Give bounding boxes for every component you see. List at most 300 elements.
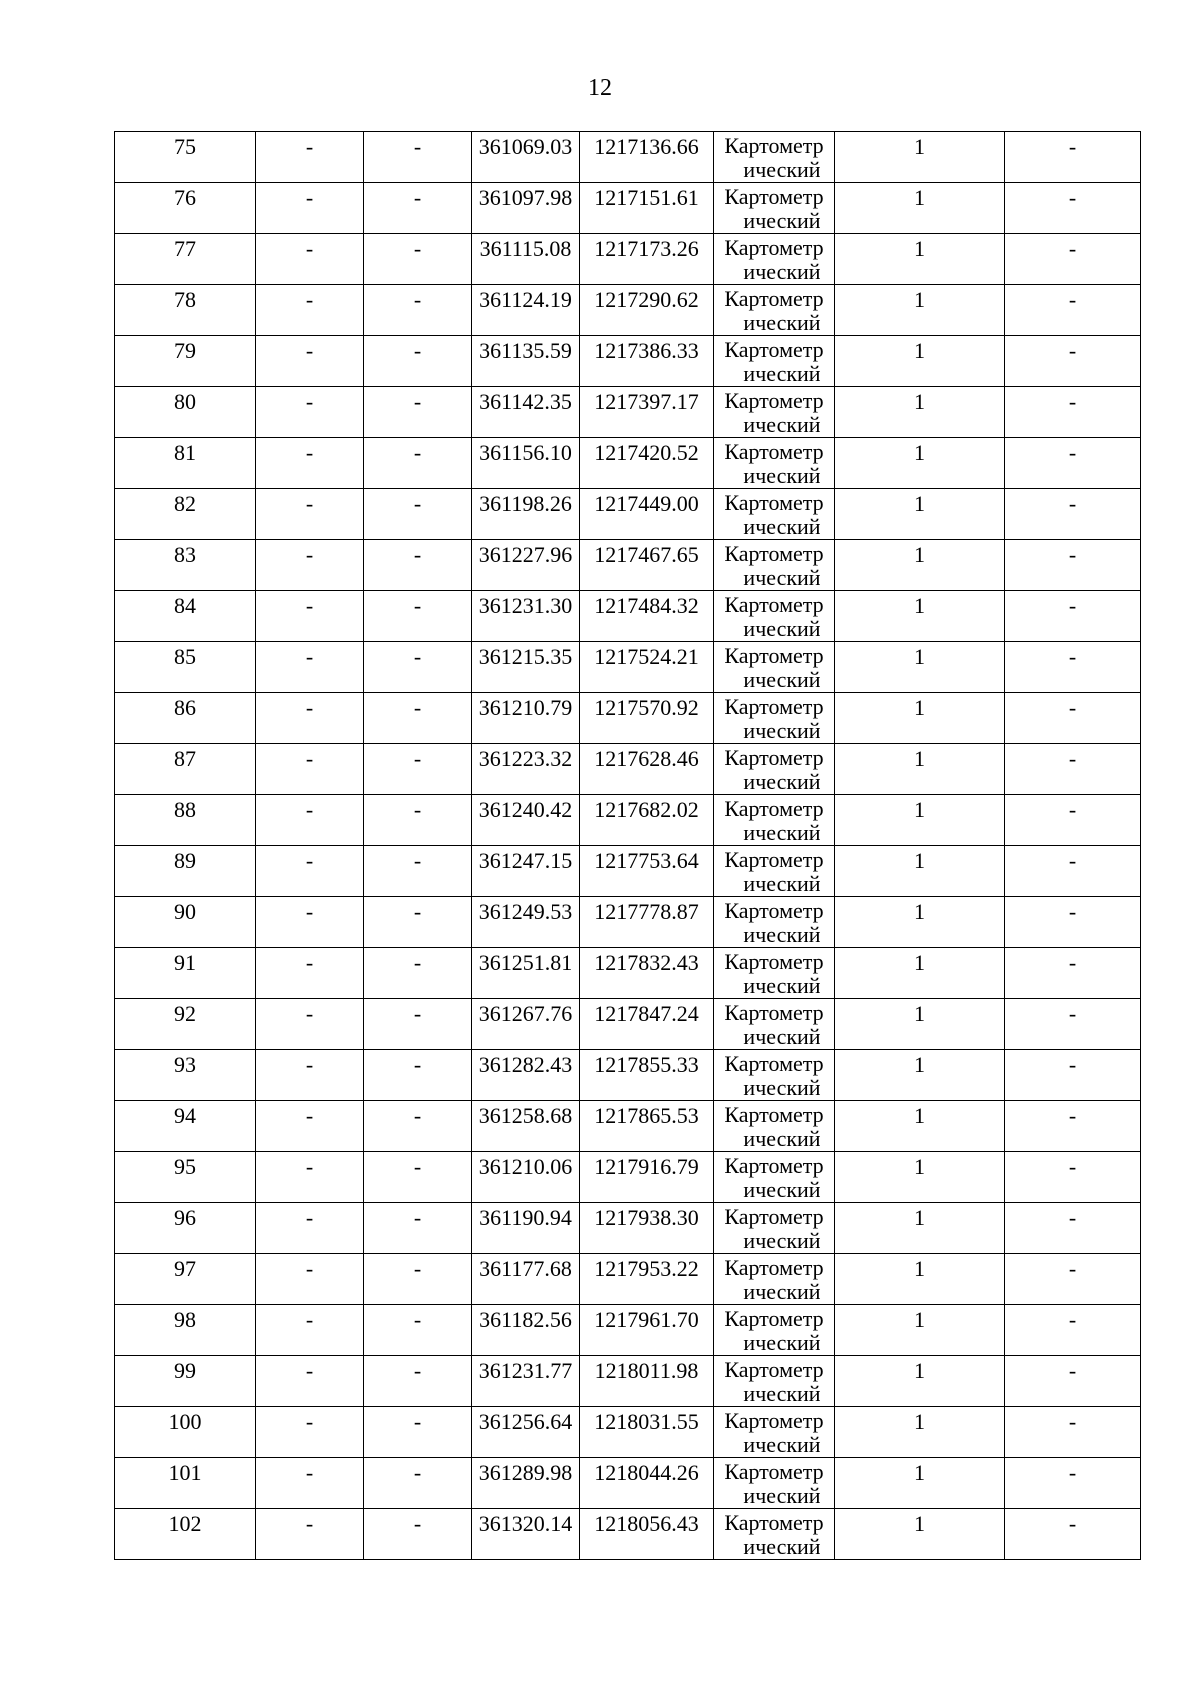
method-cell (714, 1101, 835, 1152)
accuracy-cell: 1 (835, 1152, 1005, 1203)
method-cell (714, 591, 835, 642)
point-number-cell: 84 (115, 591, 256, 642)
x-coordinate-cell: 361249.53 (472, 897, 580, 948)
method-text-line2: ический (743, 1534, 821, 1559)
table-row (115, 846, 1141, 897)
y-coordinate-cell: 1218044.26 (580, 1458, 714, 1509)
method-cell (714, 1305, 835, 1356)
method-text-line2: ический (743, 310, 821, 335)
dash-cell: - (364, 999, 472, 1050)
y-coordinate-cell: 1217628.46 (580, 744, 714, 795)
table-row (115, 1203, 1141, 1254)
point-number-cell: 100 (115, 1407, 256, 1458)
method-cell (714, 1356, 835, 1407)
x-coordinate-cell: 361115.08 (472, 234, 580, 285)
accuracy-cell: 1 (835, 693, 1005, 744)
note-cell: - (1005, 693, 1141, 744)
method-text-line1: Картометр (724, 1306, 824, 1331)
point-number-cell: 93 (115, 1050, 256, 1101)
dash-cell: - (364, 387, 472, 438)
dash-cell: - (364, 1203, 472, 1254)
dash-cell: - (364, 1458, 472, 1509)
dash-cell: - (256, 1356, 364, 1407)
dash-cell: - (364, 1356, 472, 1407)
note-cell: - (1005, 234, 1141, 285)
point-number-cell: 87 (115, 744, 256, 795)
table-row (115, 1254, 1141, 1305)
method-text-line2: ический (743, 616, 821, 641)
point-number-cell: 98 (115, 1305, 256, 1356)
dash-cell: - (364, 744, 472, 795)
method-text-line1: Картометр (724, 388, 824, 413)
x-coordinate-cell: 361231.77 (472, 1356, 580, 1407)
note-cell: - (1005, 1356, 1141, 1407)
dash-cell: - (256, 183, 364, 234)
x-coordinate-cell: 361210.06 (472, 1152, 580, 1203)
y-coordinate-cell: 1218011.98 (580, 1356, 714, 1407)
point-number-cell: 85 (115, 642, 256, 693)
table-row (115, 1407, 1141, 1458)
table-row (115, 744, 1141, 795)
point-number-cell: 86 (115, 693, 256, 744)
x-coordinate-cell: 361289.98 (472, 1458, 580, 1509)
x-coordinate-cell: 361135.59 (472, 336, 580, 387)
x-coordinate-cell: 361282.43 (472, 1050, 580, 1101)
dash-cell: - (256, 1458, 364, 1509)
y-coordinate-cell: 1217865.53 (580, 1101, 714, 1152)
point-number-cell: 78 (115, 285, 256, 336)
method-text-line1: Картометр (724, 133, 824, 158)
method-cell (714, 1254, 835, 1305)
dash-cell: - (364, 489, 472, 540)
y-coordinate-cell: 1217173.26 (580, 234, 714, 285)
method-cell (714, 132, 835, 183)
y-coordinate-cell: 1217151.61 (580, 183, 714, 234)
y-coordinate-cell: 1217420.52 (580, 438, 714, 489)
dash-cell: - (364, 285, 472, 336)
point-number-cell: 96 (115, 1203, 256, 1254)
method-text-line2: ический (743, 1432, 821, 1457)
method-text-line2: ический (743, 1024, 821, 1049)
point-number-cell: 79 (115, 336, 256, 387)
table-row (115, 1101, 1141, 1152)
point-number-cell: 102 (115, 1509, 256, 1560)
method-text-line2: ический (743, 565, 821, 590)
table-row (115, 183, 1141, 234)
dash-cell: - (364, 948, 472, 999)
y-coordinate-cell: 1217524.21 (580, 642, 714, 693)
note-cell: - (1005, 642, 1141, 693)
y-coordinate-cell: 1218056.43 (580, 1509, 714, 1560)
dash-cell: - (364, 795, 472, 846)
x-coordinate-cell: 361142.35 (472, 387, 580, 438)
dash-cell: - (256, 999, 364, 1050)
dash-cell: - (364, 132, 472, 183)
method-cell (714, 285, 835, 336)
accuracy-cell: 1 (835, 1101, 1005, 1152)
method-text-line1: Картометр (724, 949, 824, 974)
point-number-cell: 77 (115, 234, 256, 285)
method-cell (714, 795, 835, 846)
note-cell: - (1005, 540, 1141, 591)
accuracy-cell: 1 (835, 489, 1005, 540)
dash-cell: - (256, 387, 364, 438)
accuracy-cell: 1 (835, 336, 1005, 387)
y-coordinate-cell: 1217916.79 (580, 1152, 714, 1203)
point-number-cell: 82 (115, 489, 256, 540)
y-coordinate-cell: 1217484.32 (580, 591, 714, 642)
y-coordinate-cell: 1217386.33 (580, 336, 714, 387)
dash-cell: - (256, 336, 364, 387)
method-text-line1: Картометр (724, 490, 824, 515)
accuracy-cell: 1 (835, 285, 1005, 336)
accuracy-cell: 1 (835, 999, 1005, 1050)
dash-cell: - (256, 693, 364, 744)
x-coordinate-cell: 361097.98 (472, 183, 580, 234)
method-text-line2: ический (743, 667, 821, 692)
dash-cell: - (364, 1509, 472, 1560)
x-coordinate-cell: 361177.68 (472, 1254, 580, 1305)
table-row (115, 234, 1141, 285)
dash-cell: - (256, 438, 364, 489)
dash-cell: - (256, 132, 364, 183)
method-cell (714, 183, 835, 234)
point-number-cell: 89 (115, 846, 256, 897)
point-number-cell: 90 (115, 897, 256, 948)
dash-cell: - (256, 846, 364, 897)
accuracy-cell: 1 (835, 387, 1005, 438)
dash-cell: - (256, 744, 364, 795)
method-cell (714, 1203, 835, 1254)
y-coordinate-cell: 1217953.22 (580, 1254, 714, 1305)
method-text-line1: Картометр (724, 184, 824, 209)
method-text-line2: ический (743, 259, 821, 284)
note-cell: - (1005, 285, 1141, 336)
method-text-line1: Картометр (724, 643, 824, 668)
accuracy-cell: 1 (835, 744, 1005, 795)
note-cell: - (1005, 387, 1141, 438)
dash-cell: - (364, 897, 472, 948)
x-coordinate-cell: 361182.56 (472, 1305, 580, 1356)
table-row (115, 1305, 1141, 1356)
point-number-cell: 76 (115, 183, 256, 234)
y-coordinate-cell: 1217753.64 (580, 846, 714, 897)
dash-cell: - (364, 438, 472, 489)
method-text-line1: Картометр (724, 1357, 824, 1382)
method-text-line2: ический (743, 208, 821, 233)
accuracy-cell: 1 (835, 897, 1005, 948)
x-coordinate-cell: 361227.96 (472, 540, 580, 591)
method-cell (714, 846, 835, 897)
note-cell: - (1005, 744, 1141, 795)
dash-cell: - (364, 1050, 472, 1101)
dash-cell: - (256, 1509, 364, 1560)
accuracy-cell: 1 (835, 1203, 1005, 1254)
y-coordinate-cell: 1217682.02 (580, 795, 714, 846)
method-text-line2: ический (743, 361, 821, 386)
method-text-line1: Картометр (724, 1255, 824, 1280)
dash-cell: - (364, 336, 472, 387)
x-coordinate-cell: 361258.68 (472, 1101, 580, 1152)
y-coordinate-cell: 1217467.65 (580, 540, 714, 591)
method-cell (714, 948, 835, 999)
point-number-cell: 97 (115, 1254, 256, 1305)
method-text-line1: Картометр (724, 847, 824, 872)
method-text-line2: ический (743, 1279, 821, 1304)
x-coordinate-cell: 361069.03 (472, 132, 580, 183)
dash-cell: - (256, 1254, 364, 1305)
accuracy-cell: 1 (835, 846, 1005, 897)
method-cell (714, 540, 835, 591)
dash-cell: - (256, 897, 364, 948)
method-text-line2: ический (743, 922, 821, 947)
method-text-line2: ический (743, 1330, 821, 1355)
x-coordinate-cell: 361198.26 (472, 489, 580, 540)
y-coordinate-cell: 1218031.55 (580, 1407, 714, 1458)
accuracy-cell: 1 (835, 1458, 1005, 1509)
dash-cell: - (256, 795, 364, 846)
x-coordinate-cell: 361231.30 (472, 591, 580, 642)
table-row (115, 591, 1141, 642)
point-number-cell: 95 (115, 1152, 256, 1203)
table-row (115, 1152, 1141, 1203)
note-cell: - (1005, 999, 1141, 1050)
accuracy-cell: 1 (835, 1509, 1005, 1560)
x-coordinate-cell: 361247.15 (472, 846, 580, 897)
accuracy-cell: 1 (835, 1254, 1005, 1305)
note-cell: - (1005, 897, 1141, 948)
dash-cell: - (364, 234, 472, 285)
method-text-line1: Картометр (724, 694, 824, 719)
table-row (115, 1356, 1141, 1407)
method-cell (714, 693, 835, 744)
method-text-line1: Картометр (724, 796, 824, 821)
method-cell (714, 1458, 835, 1509)
y-coordinate-cell: 1217855.33 (580, 1050, 714, 1101)
x-coordinate-cell: 361156.10 (472, 438, 580, 489)
dash-cell: - (256, 642, 364, 693)
dash-cell: - (364, 846, 472, 897)
x-coordinate-cell: 361251.81 (472, 948, 580, 999)
dash-cell: - (256, 1203, 364, 1254)
dash-cell: - (256, 948, 364, 999)
table-body (115, 132, 1141, 1560)
method-text-line2: ический (743, 514, 821, 539)
method-cell (714, 897, 835, 948)
x-coordinate-cell: 361190.94 (472, 1203, 580, 1254)
accuracy-cell: 1 (835, 183, 1005, 234)
method-text-line1: Картометр (724, 1510, 824, 1535)
method-text-line1: Картометр (724, 1204, 824, 1229)
coordinates-table (114, 131, 1141, 1560)
accuracy-cell: 1 (835, 1305, 1005, 1356)
point-number-cell: 101 (115, 1458, 256, 1509)
dash-cell: - (256, 1305, 364, 1356)
note-cell: - (1005, 183, 1141, 234)
method-text-line2: ический (743, 973, 821, 998)
table-row (115, 897, 1141, 948)
dash-cell: - (256, 1407, 364, 1458)
table-row (115, 948, 1141, 999)
note-cell: - (1005, 1203, 1141, 1254)
accuracy-cell: 1 (835, 642, 1005, 693)
x-coordinate-cell: 361215.35 (472, 642, 580, 693)
note-cell: - (1005, 1152, 1141, 1203)
note-cell: - (1005, 591, 1141, 642)
point-number-cell: 88 (115, 795, 256, 846)
method-text-line2: ический (743, 718, 821, 743)
y-coordinate-cell: 1217778.87 (580, 897, 714, 948)
note-cell: - (1005, 1305, 1141, 1356)
point-number-cell: 83 (115, 540, 256, 591)
x-coordinate-cell: 361240.42 (472, 795, 580, 846)
y-coordinate-cell: 1217570.92 (580, 693, 714, 744)
accuracy-cell: 1 (835, 1356, 1005, 1407)
method-cell (714, 1050, 835, 1101)
method-cell (714, 744, 835, 795)
table-row (115, 795, 1141, 846)
method-text-line2: ический (743, 1126, 821, 1151)
method-text-line2: ический (743, 1381, 821, 1406)
y-coordinate-cell: 1217397.17 (580, 387, 714, 438)
method-text-line2: ический (743, 412, 821, 437)
y-coordinate-cell: 1217961.70 (580, 1305, 714, 1356)
note-cell: - (1005, 795, 1141, 846)
x-coordinate-cell: 361210.79 (472, 693, 580, 744)
method-text-line1: Картометр (724, 1459, 824, 1484)
accuracy-cell: 1 (835, 1050, 1005, 1101)
x-coordinate-cell: 361124.19 (472, 285, 580, 336)
method-text-line1: Картометр (724, 541, 824, 566)
dash-cell: - (364, 540, 472, 591)
table-row (115, 285, 1141, 336)
point-number-cell: 80 (115, 387, 256, 438)
y-coordinate-cell: 1217136.66 (580, 132, 714, 183)
method-text-line2: ический (743, 871, 821, 896)
accuracy-cell: 1 (835, 540, 1005, 591)
accuracy-cell: 1 (835, 591, 1005, 642)
page-number: 12 (588, 75, 612, 101)
method-text-line2: ический (743, 820, 821, 845)
note-cell: - (1005, 132, 1141, 183)
method-text-line1: Картометр (724, 898, 824, 923)
y-coordinate-cell: 1217832.43 (580, 948, 714, 999)
table-row (115, 489, 1141, 540)
dash-cell: - (256, 234, 364, 285)
point-number-cell: 94 (115, 1101, 256, 1152)
note-cell: - (1005, 1407, 1141, 1458)
method-text-line1: Картометр (724, 235, 824, 260)
note-cell: - (1005, 1101, 1141, 1152)
dash-cell: - (256, 285, 364, 336)
note-cell: - (1005, 1458, 1141, 1509)
method-cell (714, 336, 835, 387)
method-text-line1: Картометр (724, 1102, 824, 1127)
method-text-line1: Картометр (724, 1051, 824, 1076)
table-row (115, 387, 1141, 438)
table-row (115, 540, 1141, 591)
dash-cell: - (256, 1152, 364, 1203)
table-row (115, 336, 1141, 387)
y-coordinate-cell: 1217938.30 (580, 1203, 714, 1254)
method-cell (714, 999, 835, 1050)
method-text-line2: ический (743, 1075, 821, 1100)
y-coordinate-cell: 1217290.62 (580, 285, 714, 336)
method-cell (714, 234, 835, 285)
note-cell: - (1005, 1254, 1141, 1305)
method-cell (714, 387, 835, 438)
method-cell (714, 642, 835, 693)
point-number-cell: 81 (115, 438, 256, 489)
method-cell (714, 1509, 835, 1560)
note-cell: - (1005, 489, 1141, 540)
note-cell: - (1005, 1050, 1141, 1101)
point-number-cell: 75 (115, 132, 256, 183)
point-number-cell: 92 (115, 999, 256, 1050)
table-row (115, 1050, 1141, 1101)
dash-cell: - (256, 1101, 364, 1152)
accuracy-cell: 1 (835, 132, 1005, 183)
note-cell: - (1005, 438, 1141, 489)
method-text-line2: ический (743, 1483, 821, 1508)
note-cell: - (1005, 1509, 1141, 1560)
accuracy-cell: 1 (835, 795, 1005, 846)
method-text-line2: ический (743, 1228, 821, 1253)
x-coordinate-cell: 361223.32 (472, 744, 580, 795)
method-text-line1: Картометр (724, 286, 824, 311)
table-row (115, 693, 1141, 744)
method-cell (714, 1152, 835, 1203)
table-row (115, 1509, 1141, 1560)
method-text-line1: Картометр (724, 1000, 824, 1025)
method-text-line1: Картометр (724, 1153, 824, 1178)
note-cell: - (1005, 846, 1141, 897)
table-row (115, 1458, 1141, 1509)
method-cell (714, 1407, 835, 1458)
method-text-line1: Картометр (724, 592, 824, 617)
method-text-line1: Картометр (724, 1408, 824, 1433)
dash-cell: - (256, 591, 364, 642)
x-coordinate-cell: 361320.14 (472, 1509, 580, 1560)
method-cell (714, 489, 835, 540)
y-coordinate-cell: 1217847.24 (580, 999, 714, 1050)
dash-cell: - (364, 1254, 472, 1305)
dash-cell: - (364, 1407, 472, 1458)
accuracy-cell: 1 (835, 438, 1005, 489)
point-number-cell: 99 (115, 1356, 256, 1407)
y-coordinate-cell: 1217449.00 (580, 489, 714, 540)
point-number-cell: 91 (115, 948, 256, 999)
method-text-line2: ический (743, 463, 821, 488)
accuracy-cell: 1 (835, 948, 1005, 999)
dash-cell: - (364, 1152, 472, 1203)
method-text-line2: ический (743, 1177, 821, 1202)
dash-cell: - (364, 642, 472, 693)
dash-cell: - (364, 591, 472, 642)
method-cell (714, 438, 835, 489)
dash-cell: - (256, 540, 364, 591)
method-text-line1: Картометр (724, 745, 824, 770)
table-row (115, 132, 1141, 183)
table-row (115, 438, 1141, 489)
table-row (115, 642, 1141, 693)
accuracy-cell: 1 (835, 1407, 1005, 1458)
dash-cell: - (364, 693, 472, 744)
dash-cell: - (256, 489, 364, 540)
dash-cell: - (364, 1101, 472, 1152)
note-cell: - (1005, 948, 1141, 999)
note-cell: - (1005, 336, 1141, 387)
